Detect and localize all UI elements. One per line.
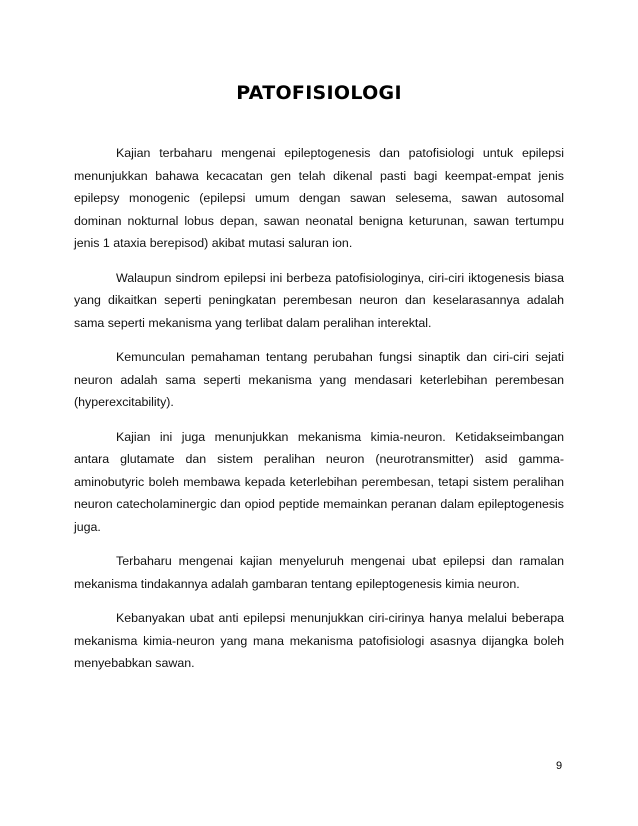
page-title: PATOFISIOLOGI <box>236 82 402 104</box>
paragraph-3: Kemunculan pemahaman tentang perubahan fungsi sinaptik dan ciri-ciri sejati neuron adalah sama seperti mekanisma yang mendasari keterlebihan perembesan (hyperexcitability). <box>74 350 564 409</box>
body-text <box>74 142 564 687</box>
paragraph-5: Terbaharu mengenai kajian menyeluruh mengenai ubat epilepsi dan ramalan mekanisma tindakannya adalah gambaran tentang epileptogenesis kimia neuron. <box>74 554 564 591</box>
paragraph-6: Kebanyakan ubat anti epilepsi menunjukkan ciri-cirinya hanya melalui beberapa mekanisma kimia-neuron yang mana mekanisma patofisiologi asasnya dijangka boleh menyebabkan sawan. <box>74 611 564 670</box>
paragraph-2: Walaupun sindrom epilepsi ini berbeza patofisiologinya, ciri-ciri iktogenesis biasa yang dikaitkan seperti peningkatan perembesan neuron dan keselarasannya adalah sama seperti mekanisma yang terlibat dalam peralihan interektal. <box>74 270 564 330</box>
page-number: 9 <box>556 760 563 772</box>
paragraph-1: Kajian terbaharu mengenai epileptogenesis dan patofisiologi untuk epilepsi menunjukkan bahawa kecacatan gen telah dikenal pasti bagi keempat-empat jenis epilepsy monogenic (epilepsi umum dengan sawan selesema, sawan autosomal dominan nokturnal lobus depan, sawan neonatal benigna keturunan, sawan tertumpu jenis 1 ataxia berepisod) akibat mutasi saluran ion. <box>74 146 564 250</box>
paragraph-4: Kajian ini juga menunjukkan mekanisma kimia-neuron. Ketidakseimbangan antara glutamate dan sistem peralihan neuron (neurotransmitter) asid gamma-aminobutyric boleh membawa kepada keterlebihan perembesan, tetapi sistem peralihan neuron catecholaminergic dan opiod peptide memainkan peranan dalam epileptogenesis juga. <box>74 429 564 534</box>
